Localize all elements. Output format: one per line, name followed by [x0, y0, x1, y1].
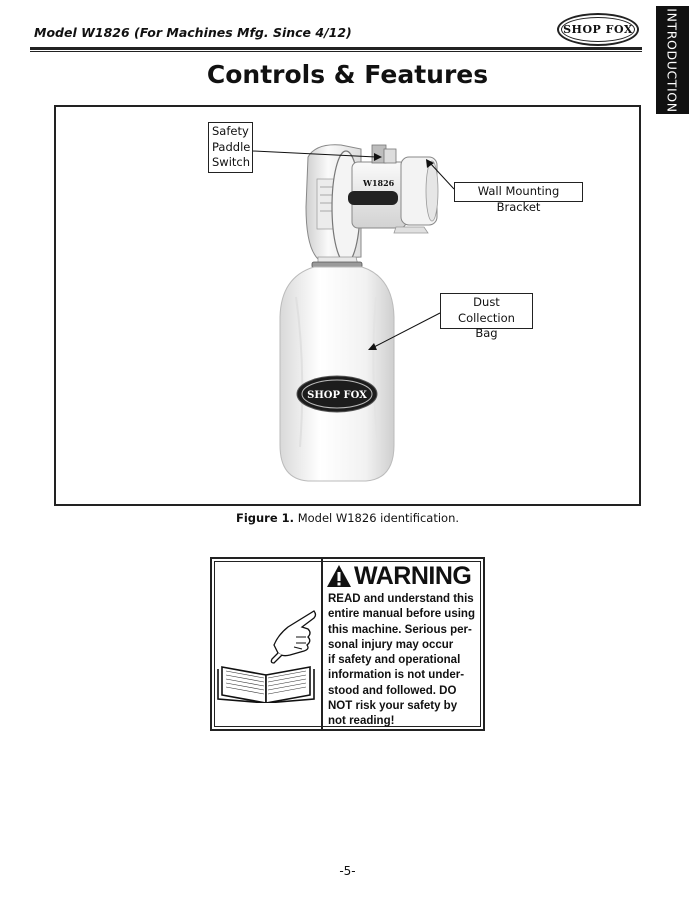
warning-line: entire manual before using [328, 608, 475, 621]
warning-divider [321, 559, 323, 729]
callout-safety-switch [208, 122, 253, 173]
warning-line: NOT risk your safety by [328, 700, 458, 713]
callout-safety-line: Paddle [212, 139, 251, 154]
warning-line: sonal injury may occur [328, 638, 454, 651]
callout-collection-bag [440, 293, 533, 340]
callout-bag-line: Bag [475, 326, 498, 340]
callout-safety-line: Safety [212, 124, 249, 138]
safety-switch-body [384, 149, 396, 163]
bag-logo-text: SHOP FOX [307, 390, 367, 401]
brand-logo-text: SHOP FOX [563, 23, 633, 36]
read-manual-icon [216, 585, 320, 703]
warning-header [326, 563, 471, 589]
section-tab-label: INTRODUCTION [665, 7, 681, 113]
callout-safety-line: Switch [212, 155, 251, 169]
machine-model-label: W1826 [363, 178, 395, 188]
page-number: -5- [339, 864, 356, 878]
figure-caption-label: Figure 1. [235, 511, 295, 525]
warning-line: if safety and operational [328, 654, 461, 667]
callout-mounting-bracket: Wall Mounting Bracket [454, 182, 583, 202]
dust-collector-illustration [56, 107, 639, 504]
warning-line: stood and followed. DO [328, 684, 457, 697]
warning-line: not reading! [328, 715, 395, 728]
handle [348, 191, 398, 205]
model-line: Model W1826 (For Machines Mfg. Since 4/12) [34, 25, 352, 40]
warning-text [328, 592, 478, 730]
header-rule-thin [30, 51, 642, 52]
header-rule [30, 47, 642, 50]
figure-caption [0, 511, 695, 525]
warning-title: WARNING [354, 562, 472, 590]
callout-bag-line: Dust Collection [458, 295, 515, 325]
wall-bracket [394, 227, 428, 233]
figure-box [54, 105, 641, 506]
warning-line: READ and understand this [328, 593, 474, 605]
figure-caption-text: Model W1826 identification. [297, 511, 460, 525]
warning-line: this machine. Serious per- [328, 623, 472, 636]
brand-logo [557, 13, 639, 46]
warning-box [210, 557, 485, 731]
warning-line: information is not under- [328, 669, 465, 682]
page-title: Controls & Features [206, 60, 489, 89]
warning-triangle-icon [326, 564, 352, 588]
